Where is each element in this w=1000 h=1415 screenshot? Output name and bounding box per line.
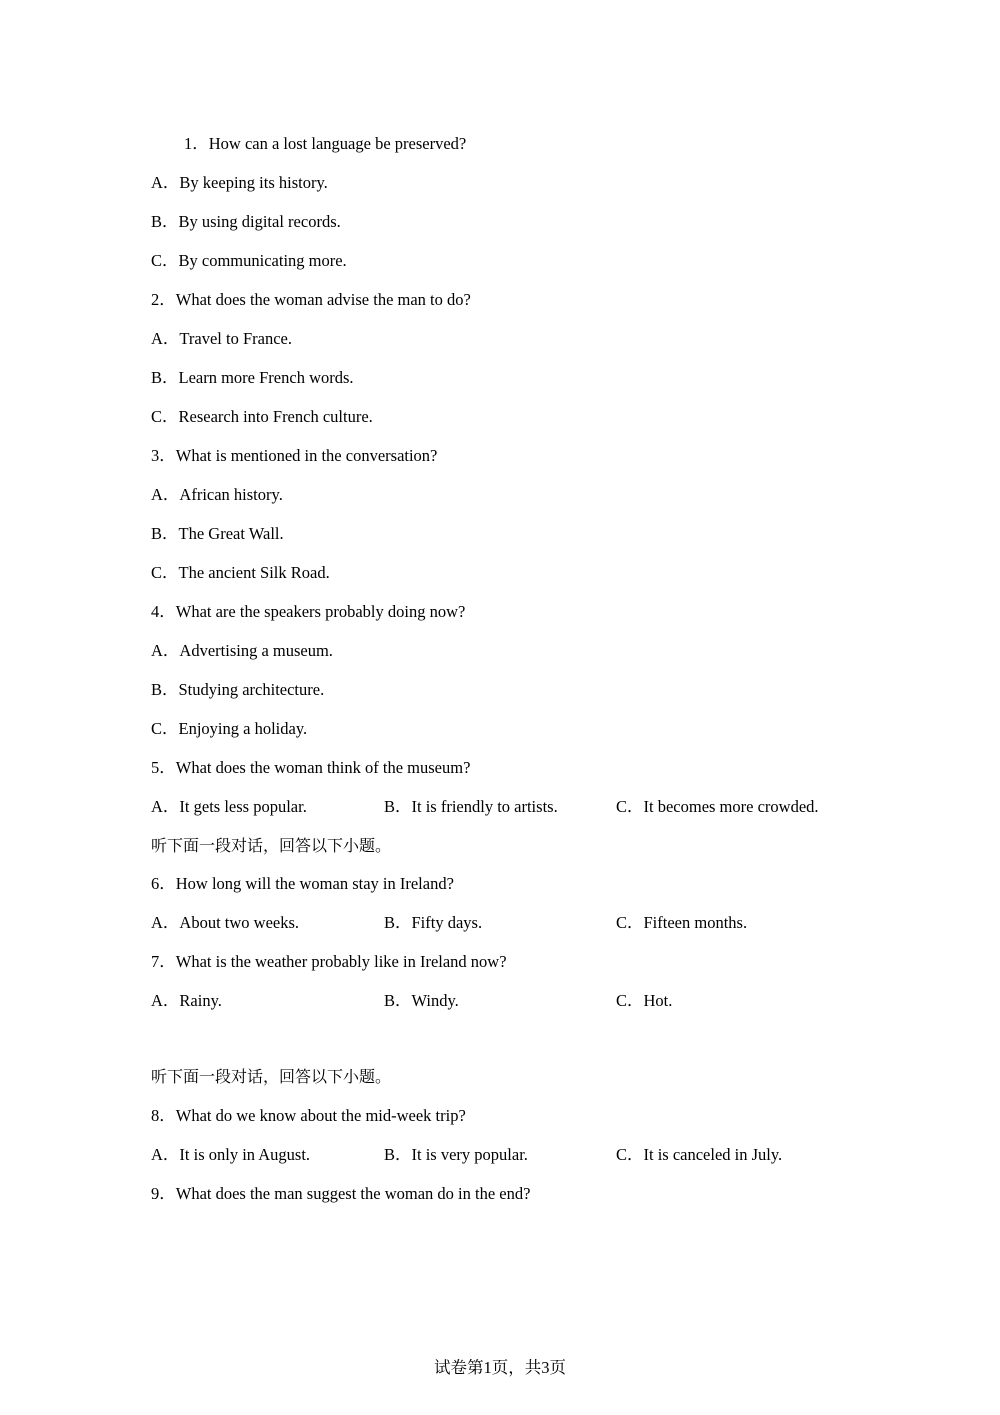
option: B．Studying architecture. [151,680,325,699]
option: A．African history. [151,485,283,504]
question-stem: 6．How long will the woman stay in Ireland? [151,874,454,893]
option: B．It is friendly to artists. [384,797,558,816]
question-stem: 7．What is the weather probably like in Ireland now? [151,952,507,971]
option: C．It becomes more crowded. [616,797,819,816]
option: A．It is only in August. [151,1145,311,1164]
option: B．By using digital records. [151,212,341,231]
option: A．About two weeks. [151,913,300,932]
option: C．Enjoying a holiday. [151,719,308,738]
option: B．Fifty days. [384,913,483,932]
option: B．The Great Wall. [151,524,284,543]
option: A．Travel to France. [151,329,292,348]
option: A．It gets less popular. [151,797,307,816]
section-instruction: 听下面一段对话，回答以下小题。 [151,1067,392,1086]
option: C．By communicating more. [151,251,347,270]
question-stem: 4．What are the speakers probably doing now? [151,602,466,621]
option: C．It is canceled in July. [616,1145,783,1164]
question-stem: 9．What does the man suggest the woman do in the end? [151,1184,531,1203]
section-instruction: 听下面一段对话，回答以下小题。 [151,836,392,855]
page-footer: 试卷第1页，共3页 [434,1358,566,1377]
option: A．Rainy. [151,991,222,1010]
question-stem: 3．What is mentioned in the conversation? [151,446,438,465]
option: A．Advertising a museum. [151,641,333,660]
option: C．Fifteen months. [616,913,748,932]
option: B．Windy. [384,991,459,1010]
question-stem: 8．What do we know about the mid-week trip? [151,1106,466,1125]
question-stem: 5．What does the woman think of the museum? [151,758,471,777]
option: C．Research into French culture. [151,407,373,426]
option: B．It is very popular. [384,1145,528,1164]
question-stem: 1．How can a lost language be preserved? [184,134,467,153]
question-stem: 2．What does the woman advise the man to do? [151,290,471,309]
option: A．By keeping its history. [151,173,328,192]
option: B．Learn more French words. [151,368,354,387]
option: C．Hot. [616,991,673,1010]
option: C．The ancient Silk Road. [151,563,330,582]
